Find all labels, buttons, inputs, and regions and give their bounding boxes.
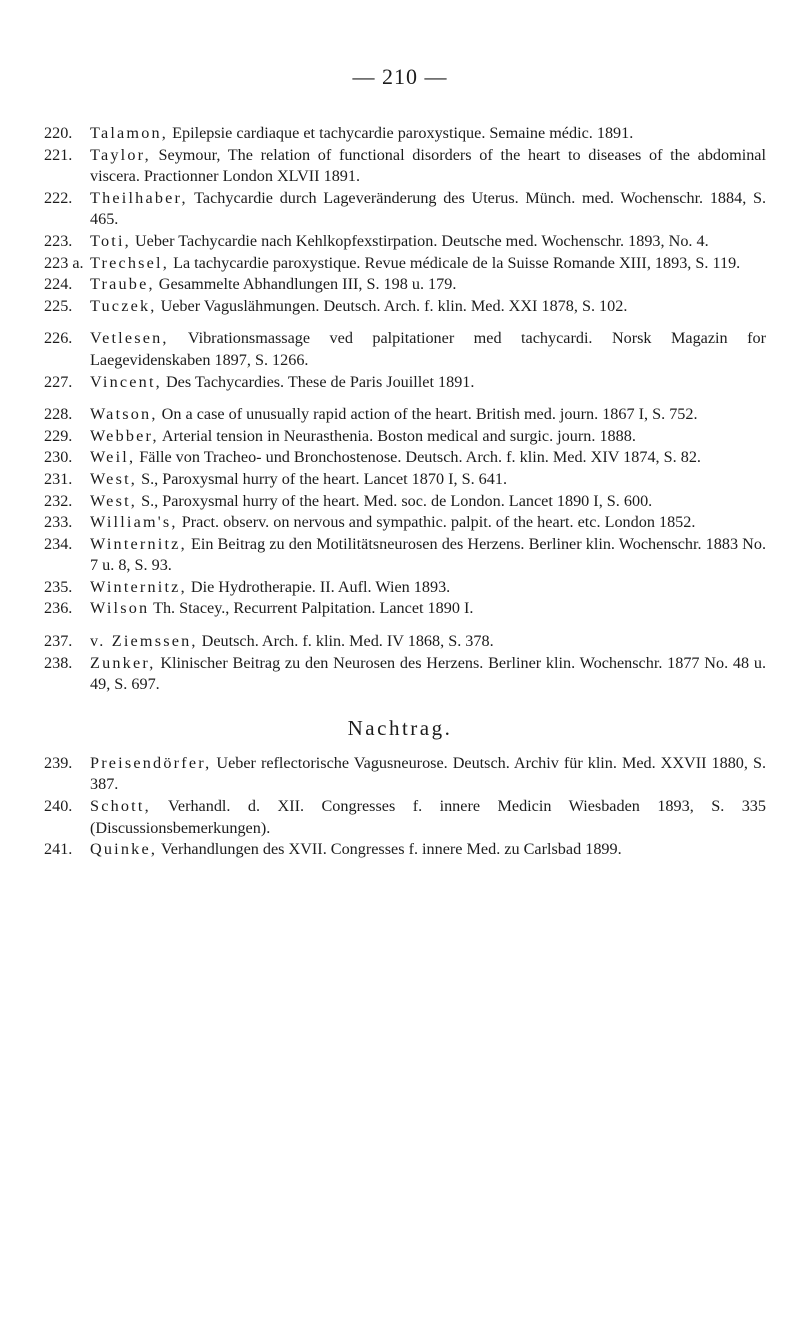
reference-entry	[44, 534, 766, 577]
reference-entry	[44, 577, 766, 599]
reference-entry	[44, 253, 766, 275]
entry-number: 230.	[44, 448, 73, 467]
entry-author: v. Ziemssen,	[90, 632, 198, 651]
entry-author: Preisendörfer,	[90, 753, 212, 772]
reference-entry	[44, 404, 766, 426]
entry-number: 223 a.	[44, 253, 84, 272]
entry-number: 237.	[44, 632, 73, 651]
entry-text: Ein Beitrag zu den Motilitätsneurosen des Herzens. Berliner klin. Wochenschr. 1883 No. 7 u. 8, S. 93.	[90, 534, 766, 575]
entry-number: 236.	[44, 599, 73, 618]
entry-number: 234.	[44, 534, 73, 553]
reference-entry	[44, 372, 766, 394]
reference-entry	[44, 796, 766, 839]
entry-number: 240.	[44, 797, 73, 816]
entry-number: 220.	[44, 124, 73, 142]
entry-author: William's,	[90, 513, 178, 532]
entry-number: 223.	[44, 231, 73, 250]
entry-author: Talamon,	[90, 124, 169, 142]
entry-author: Quinke,	[90, 840, 158, 859]
entry-text: Tachycardie durch Lageveränderung des Uterus. Münch. med. Wochenschr. 1884, S. 465.	[90, 188, 766, 229]
entry-number: 221.	[44, 145, 73, 164]
entry-text: La tachycardie paroxystique. Revue médicale de la Suisse Romande XIII, 1893, S. 119.	[169, 253, 741, 272]
entry-text: Klinischer Beitrag zu den Neurosen des Herzens. Berliner klin. Wochenschr. 1877 No. 48 u. 49, S. 697.	[90, 653, 766, 694]
entry-number: 238.	[44, 653, 73, 672]
entry-author: Traube,	[90, 275, 155, 294]
entry-number: 226.	[44, 329, 73, 348]
entry-text: Verhandl. d. XII. Congresses f. innere Medicin Wiesbaden 1893, S. 335 (Discussionsbemerkungen).	[90, 797, 766, 837]
entry-number: 222.	[44, 188, 73, 207]
entry-author: Watson,	[90, 405, 158, 424]
entry-author: Weil,	[90, 448, 136, 467]
reference-entry	[44, 598, 766, 620]
entry-text: Des Tachycardies. These de Paris Jouillet 1891.	[161, 372, 475, 391]
reference-entry	[44, 512, 766, 534]
entry-author: Wilson	[90, 599, 150, 618]
entry-author: Theilhaber,	[90, 188, 188, 207]
entry-text: S., Paroxysmal hurry of the heart. Med. soc. de London. Lancet 1890 I, S. 600.	[137, 491, 653, 510]
reference-entry	[44, 296, 766, 318]
entry-author: Taylor,	[90, 145, 151, 164]
entry-text: Ueber reflectorische Vagusneurose. Deutsch. Archiv für klin. Med. XXVII 1880, S. 387.	[90, 753, 766, 794]
entry-author: West,	[90, 491, 138, 510]
entry-number: 225.	[44, 296, 73, 315]
entry-text: Ueber Tachycardie nach Kehlkopfexstirpation. Deutsche med. Wochenschr. 1893, No. 4.	[130, 231, 709, 250]
reference-entry	[44, 231, 766, 253]
reference-entry	[44, 469, 766, 491]
entry-text: Th. Stacey., Recurrent Palpitation. Lancet 1890 I.	[149, 599, 474, 618]
reference-entry	[44, 328, 766, 371]
entry-text: On a case of unusually rapid action of the heart. British med. journ. 1867 I, S. 752.	[157, 405, 698, 424]
entry-author: Toti,	[90, 231, 131, 250]
entry-author: Trechsel,	[90, 253, 170, 272]
entry-number: 239.	[44, 753, 73, 772]
entry-author: West,	[90, 469, 138, 488]
reference-entry	[44, 274, 766, 296]
entry-text: Epilepsie cardiaque et tachycardie paroxystique. Semaine médic. 1891.	[168, 124, 634, 142]
reference-entry	[44, 426, 766, 448]
entry-author: Zunker,	[90, 653, 156, 672]
entry-text: Fälle von Tracheo- und Bronchostenose. Deutsch. Arch. f. klin. Med. XIV 1874, S. 82.	[135, 448, 701, 467]
entry-author: Vetlesen,	[90, 329, 169, 348]
reference-entry	[44, 145, 766, 188]
entry-number: 227.	[44, 372, 73, 391]
entry-text: Die Hydrotherapie. II. Aufl. Wien 1893.	[186, 577, 451, 596]
reference-entry	[44, 447, 766, 469]
entry-number: 232.	[44, 491, 73, 510]
nachtrag-heading: Nachtrag.	[347, 715, 453, 740]
entry-number: 241.	[44, 840, 73, 859]
entry-author: Schott,	[90, 797, 151, 816]
entry-author: Winternitz,	[90, 577, 187, 596]
entry-author: Webber,	[90, 426, 159, 445]
entry-number: 231.	[44, 469, 73, 488]
entry-number: 224.	[44, 275, 73, 294]
entry-text: Deutsch. Arch. f. klin. Med. IV 1868, S. 378.	[197, 632, 494, 651]
entry-number: 233.	[44, 513, 73, 532]
entry-text: S., Paroxysmal hurry of the heart. Lancet 1870 I, S. 641.	[137, 469, 508, 488]
entry-number: 228.	[44, 405, 73, 424]
entry-text: Vibrationsmassage ved palpitationer med tachycardi. Norsk Magazin for Laegevidenskaben 1897, S. 1266.	[90, 329, 766, 369]
reference-entry	[44, 123, 766, 145]
entry-text: Arterial tension in Neurasthenia. Boston medical and surgic. journ. 1888.	[158, 426, 636, 445]
entry-text: Pract. observ. on nervous and sympathic. palpit. of the heart. etc. London 1852.	[177, 513, 696, 532]
entry-text: Gesammelte Abhandlungen III, S. 198 u. 179.	[154, 275, 457, 294]
reference-entry	[44, 653, 766, 696]
entry-text: Ueber Vaguslähmungen. Deutsch. Arch. f. klin. Med. XXI 1878, S. 102.	[156, 296, 628, 315]
entry-number: 235.	[44, 577, 73, 596]
entry-author: Winternitz,	[90, 534, 187, 553]
page-number: — 210 —	[352, 64, 448, 89]
entry-author: Tuczek,	[90, 296, 157, 315]
reference-entry	[44, 839, 766, 861]
reference-entry	[44, 631, 766, 653]
reference-entry	[44, 491, 766, 513]
entry-text: Seymour, The relation of functional disorders of the heart to diseases of the abdominal viscera. Practionner London XLVII 1891.	[90, 145, 766, 186]
entry-author: Vincent,	[90, 372, 162, 391]
entry-number: 229.	[44, 426, 73, 445]
reference-entry	[44, 753, 766, 796]
entry-text: Verhandlungen des XVII. Congresses f. innere Med. zu Carlsbad 1899.	[157, 840, 622, 859]
reference-entry	[44, 188, 766, 231]
reference-list	[44, 123, 766, 861]
